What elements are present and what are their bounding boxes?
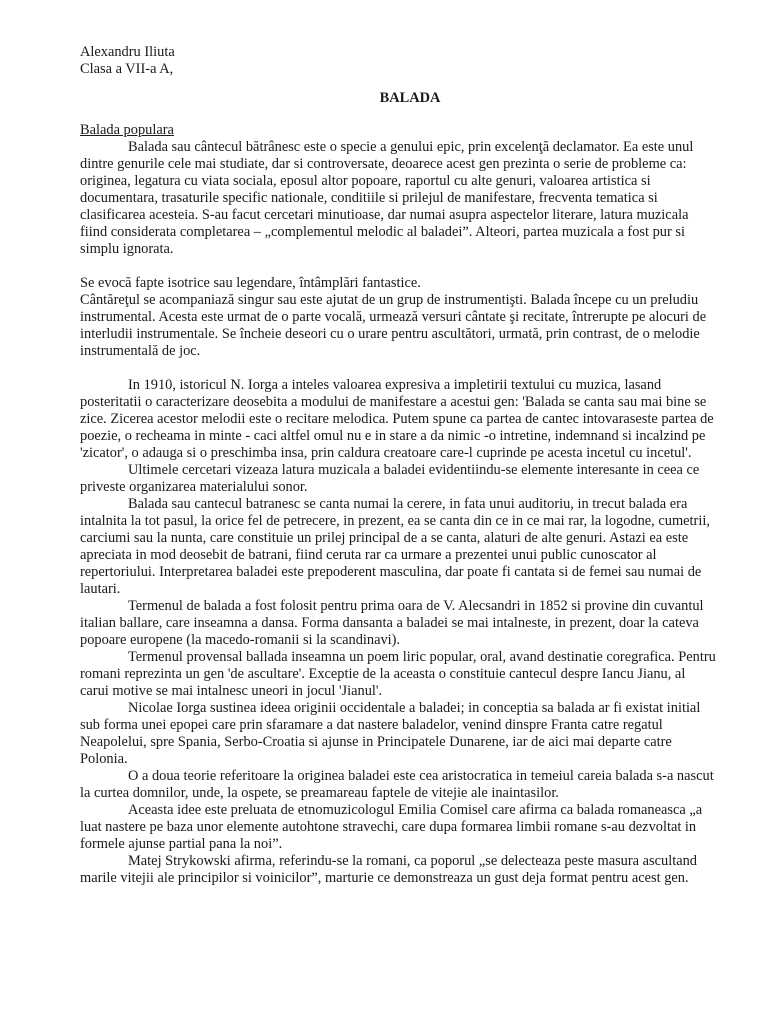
paragraph-occidental-theory: Nicolae Iorga sustinea ideea originii occidentale a baladei; in conceptia sa balada ar fi existat initial sub forma unei epopei care prin sfaramare a dat nastere baladelor, venind dinspre Franta catre regatul Neapolelui, spre Spania, Serbo-Croatia si ajunse in Principatele Dunarene, iar de aici mai departe catre Polonia. bbox=[80, 700, 701, 767]
paragraph-strykowski: Matej Strykowski afirma, referindu-se la romani, ca poporul „se delecteaza peste masura ascultand marile vitejii ale principilor si voinicilor”, marturie ce demonstreaza un gust deja format pentru acest gen. bbox=[80, 853, 697, 886]
paragraph-provencal-term: Termenul provensal ballada inseamna un poem liric popular, oral, avand destinatie coregrafica. Pentru romani reprezinta un gen 'de ascultare'. Exceptie de la aceasta o constituie cantecul despre Iancu Jianu, al carui motive se mai intalnesc uneori in jocul 'Jianul'. bbox=[80, 649, 716, 699]
paragraph-definition: Balada sau cântecul bătrânesc este o specie a genului epic, prin excelenţă declamator. Ea este unul dintre genurile cele mai studiate, dar si controversate, deoarece acest gen prezinta o serie de probleme ca: originea, legatura cu viata sociala, eposul altor popoare, raportul cu alte genuri, valoarea artistica si documentara, trasaturile specific nationale, conditiile si prilejul de manifestare, frecventa tematica si clasificarea acesteia. S-au facut cercetari minutioase, dar numai asupra aspectelor literare, latura muzicala fiind considerata completarea – „complementul melodic al baladei”. Alteori, partea muzicala a fost pur si simplu ignorata. bbox=[80, 139, 694, 257]
paragraph-term-origin: Termenul de balada a fost folosit pentru prima oara de V. Alecsandri in 1852 si provine din cuvantul italian ballare, care inseamna a dansa. Forma dansanta a baladei se mai intalneste, in prezent, doar la cateva popoare europene (la macedo-romanii si la scandinavi). bbox=[80, 598, 704, 648]
paragraph-research: Ultimele cercetari vizeaza latura muzicala a baladei evidentiindu-se elemente interesante in ceea ce priveste organizarea materialului sonor. bbox=[80, 462, 700, 495]
paragraph-performance: Cântăreţul se acompaniază singur sau este ajutat de un grup de instrumentişti. Balada începe cu un preludiu instrumental. Acesta este urmat de o parte vocală, urmează versuri cântate şi recitate, întrerupte pe alocuri de interludii instrumentale. Se încheie deseori cu o urare pentru ascultători, urmată, prin contrast, de o melodie instrumentală de joc. bbox=[80, 292, 707, 359]
paragraph-iorga-1910: In 1910, istoricul N. Iorga a inteles valoarea expresiva a impletirii textului cu muzica, lasand posteritatii o caracterizare deosebita a modului de manifestare a acestui gen: 'Balada se canta sau mai bine se zice. Zicerea acestor melodii este o recitare melodica. Putem spune ca partea de cantec intovaraseste partea de poezie, o recheama in minte - caci altfel omul nu e in stare a da nimic -o intretine, indemnand si incalzind pe 'zicator', o adauga si o preschimba insa, prin caldura creatoare care-l cuprinde pe acesta incetul cu incetul'. bbox=[80, 377, 714, 461]
section-heading: Balada populara bbox=[80, 122, 174, 138]
document-title: BALADA bbox=[379, 90, 441, 106]
paragraph-themes: Se evocă fapte isotrice sau legendare, întâmplări fantastice. bbox=[80, 275, 421, 291]
blank-line bbox=[80, 360, 716, 377]
class-label: Clasa a VII-a A, bbox=[80, 61, 174, 77]
blank-line bbox=[80, 258, 716, 275]
paragraph-aristocratic-theory: O a doua teorie referitoare la originea baladei este cea aristocratica in temeiul careia balada s-a nascut la curtea domnilor, unde, la ospete, se preamareau faptele de vitejie ale inaintasilor. bbox=[80, 768, 714, 801]
author-name: Alexandru Iliuta bbox=[80, 44, 175, 60]
paragraph-context: Balada sau cantecul batranesc se canta numai la cerere, in fata unui auditoriu, in trecut balada era intalnita la tot pasul, la orice fel de petrecere, in prezent, ea se canta din ce in ce mai rar, la logodne, cumetrii, carciumi sau la nunta, care constituie un prilej principal de a se canta, alaturi de alte genuri. Astazi ea este apreciata in mod deosebit de batrani, fiind ceruta rar ca urmare a prezentei unui public cunoscator al repertoriului. Interpretarea baladei este prepoderent masculina, dar poate fi cantata si de femei sau numai de lautari. bbox=[80, 496, 710, 597]
paragraph-comisel: Aceasta idee este preluata de etnomuzicologul Emilia Comisel care afirma ca balada romaneasca „a luat nastere pe baza unor elemente autohtone stravechi, care dupa formarea limbii romane s-au dezvoltat in formele ajunse partial pana la noi”. bbox=[80, 802, 703, 852]
